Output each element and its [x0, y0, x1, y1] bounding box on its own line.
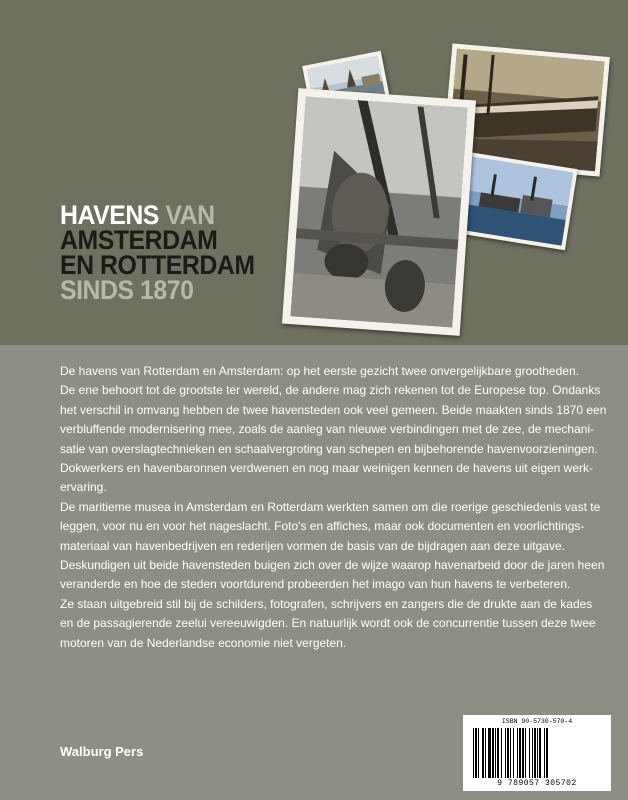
barcode-bar [529, 728, 530, 778]
barcode-bar [539, 728, 541, 778]
barcode-bar [537, 728, 538, 778]
photo-harbor-color [454, 152, 577, 251]
blurb-line: Deskundigen uit beide havensteden buigen zich over de wijze waarop havenarbeid door de jaren heen [60, 558, 605, 573]
barcode-bar [513, 728, 514, 778]
blurb-line: motoren van de Nederlandse economie niet vergeten. [60, 635, 347, 650]
barcode-bar [501, 728, 502, 778]
blurb-line: verbluffende modernisering mee, zoals de aanleg van nieuwe verbindingen met de zee, de mechani- [60, 422, 595, 437]
barcode-bar [473, 728, 474, 778]
barcode-bar [517, 728, 518, 778]
barcode-bar [485, 728, 486, 778]
isbn-label: ISBN 90-5730-570-4 [501, 718, 573, 725]
barcode-bar [510, 728, 511, 778]
blurb-line: het verschil in omvang hebben de twee havensteden ook veel gemeen. Beide maakten sinds 1870 een [60, 402, 607, 417]
title-line-amsterdam: AMSTERDAM [60, 225, 218, 255]
blurb-line: materiaal van havenbedrijven en rederijen vormen de basis van de bijdragen aan deze uitgave. [60, 538, 565, 553]
title-word-van: VAN [165, 200, 215, 230]
barcode-bar [544, 728, 545, 778]
blurb-line: veranderde en hoe de steden voortdurend probeerden het imago van hun havens te verbeteren. [60, 577, 571, 592]
barcode-bar [497, 728, 499, 778]
blurb-line: Dokwerkers en havenbaronnen verdwenen en nog maar weinigen kennen de havens uit eigen werk- [60, 461, 594, 476]
blurb-line: De havens van Rotterdam en Amsterdam: op het eerste gezicht twee onvergelijkbare grootheden. [60, 364, 579, 378]
barcode-bar [519, 728, 521, 778]
blurb-line: De ene behoort tot de grootste ter wereld, de andere mag zich rekenen tot de Europese top. Ondanks [60, 383, 601, 398]
ean-number: 9 789057 305702 [497, 779, 577, 788]
blurb-line: en de passagierende zeelui vereeuwigden. En natuurlijk wordt ook de concurrentie tussen deze twee [60, 616, 596, 631]
book-title [60, 200, 255, 305]
barcode-bar [475, 728, 477, 778]
barcode-bar [478, 728, 479, 778]
publisher-name: Walburg Pers [60, 744, 144, 759]
barcode-bar [495, 728, 496, 778]
blurb-line: satie van overslagtechnieken en schaalvergroting van schepen en bijbehorende havenvoorzieningen. [60, 441, 598, 456]
barcode-bar [488, 728, 491, 778]
barcode-bar [534, 728, 536, 778]
photo-dockworkers [282, 88, 476, 336]
blurb-line: leggen, voor nu en voor het nageslacht. Foto's en affiches, maar ook documenten en voorlichtings- [60, 519, 585, 534]
barcode-bar [505, 728, 506, 778]
title-word-havens: HAVENS [60, 200, 159, 230]
barcode-bar [532, 728, 533, 778]
barcode-bar [482, 728, 484, 778]
barcode-bar [546, 728, 548, 778]
barcode-bar [522, 728, 524, 778]
barcode-bar [525, 728, 526, 778]
blurb-text [60, 362, 607, 653]
barcode-bar [492, 728, 494, 778]
isbn-barcode [463, 715, 611, 791]
title-line-rotterdam: EN ROTTERDAM [60, 250, 255, 280]
barcode-bars [473, 728, 601, 778]
title-line-sinds: SINDS 1870 [60, 275, 194, 305]
barcode-bar [507, 728, 509, 778]
blurb-line: De maritieme musea in Amsterdam en Rotterdam werkten samen om die roerige geschiedenis vast te [60, 499, 601, 514]
blurb-line: ervaring. [60, 480, 107, 495]
blurb-line: Ze staan uitgebreid stil bij de schilders, fotografen, schrijvers en zangers die de drukte aan de kades [60, 596, 593, 611]
